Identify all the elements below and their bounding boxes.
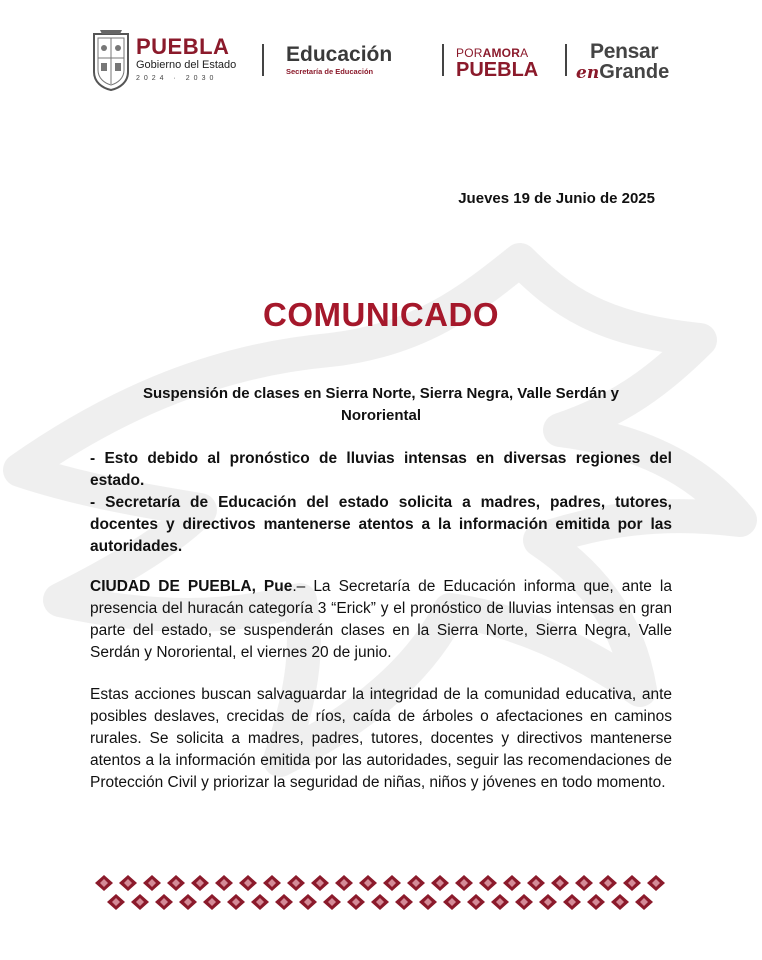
embroidery-motif <box>239 875 257 891</box>
embroidery-motif <box>539 894 557 910</box>
embroidery-motif <box>119 875 137 891</box>
embroidery-motif <box>359 875 377 891</box>
puebla-logo-years: 2024 · 2030 <box>136 75 218 82</box>
embroidery-motif <box>623 875 641 891</box>
embroidery-motif <box>575 875 593 891</box>
pensar-logo-grande: Grande <box>599 61 670 83</box>
embroidery-motif <box>383 875 401 891</box>
summary-bullet: - Esto debido al pronóstico de lluvias intensas en diversas regiones del estado. <box>90 450 672 489</box>
embroidery-motif <box>407 875 425 891</box>
document-date: Jueves 19 de Junio de 2025 <box>458 190 655 207</box>
embroidery-motif <box>335 875 353 891</box>
embroidery-motif <box>275 894 293 910</box>
embroidery-motif <box>599 875 617 891</box>
pensar-en-grande-logo <box>576 42 696 83</box>
amor-suffix: A <box>520 46 529 60</box>
embroidery-motif <box>299 894 317 910</box>
amor-logo-line1 <box>456 46 556 60</box>
embroidery-motif <box>311 875 329 891</box>
embroidery-motif <box>155 894 173 910</box>
header-logos <box>90 26 700 96</box>
embroidery-motif <box>167 875 185 891</box>
embroidery-motif <box>323 894 341 910</box>
body-paragraph-text: .– La Secretaría de Educación informa que, ante la presencia del huracán categoría 3 “Erick” y el pronóstico de lluvias intensas en gran parte del estado, se suspenderán clases en la Sierra Norte, Sierra Negra, Valle Serdán y Nororiental, el viernes 20 de junio. <box>90 578 672 661</box>
embroidery-motif <box>419 894 437 910</box>
embroidery-motif <box>227 894 245 910</box>
puebla-logo-subtitle: Gobierno del Estado <box>136 59 237 71</box>
embroidery-motif <box>527 875 545 891</box>
embroidery-motif <box>347 894 365 910</box>
amor-bold: AMOR <box>482 46 521 60</box>
embroidery-motif <box>215 875 233 891</box>
body-paragraph <box>90 576 672 664</box>
embroidery-motif <box>467 894 485 910</box>
embroidery-motif <box>587 894 605 910</box>
embroidery-motif <box>263 875 281 891</box>
footer-embroidery-pattern <box>94 874 672 912</box>
summary-bullets <box>90 448 672 558</box>
embroidery-motif <box>491 894 509 910</box>
document-subtitle: Suspensión de clases en Sierra Norte, Sierra Negra, Valle Serdán y Nororiental <box>142 385 620 424</box>
embroidery-motif <box>251 894 269 910</box>
embroidery-motif <box>143 875 161 891</box>
dateline: CIUDAD DE PUEBLA, Pue <box>90 578 293 595</box>
embroidery-motif <box>371 894 389 910</box>
pensar-logo-line2 <box>576 62 696 83</box>
embroidery-motif <box>455 875 473 891</box>
pensar-logo-en: en <box>576 63 600 83</box>
header-divider <box>442 44 444 76</box>
embroidery-motif <box>635 894 653 910</box>
puebla-government-logo <box>136 36 251 83</box>
embroidery-motif <box>395 894 413 910</box>
por-amor-a-puebla-logo <box>456 46 556 80</box>
embroidery-motif <box>95 875 113 891</box>
embroidery-motif <box>515 894 533 910</box>
embroidery-motif <box>179 894 197 910</box>
document-title: COMUNICADO <box>263 296 499 333</box>
header-divider <box>565 44 567 76</box>
embroidery-motif <box>131 894 149 910</box>
embroidery-motif <box>107 894 125 910</box>
embroidery-motif <box>203 894 221 910</box>
embroidery-motif <box>431 875 449 891</box>
embroidery-motif <box>479 875 497 891</box>
pensar-logo-line1: Pensar <box>590 40 659 63</box>
embroidery-motif <box>503 875 521 891</box>
amor-prefix: POR <box>456 46 483 60</box>
body-paragraph: Estas acciones buscan salvaguardar la integridad de la comunidad educativa, ante posibles deslaves, crecidas de ríos, caída de árboles o afectaciones en caminos rurales. Se solicita a madres, padres, tutores, docentes y directivos mantenerse atentos a la información emitida por las autoridades, seguir las recomendaciones de Protección Civil y priorizar la seguridad de niñas, niños y jóvenes en todo momento. <box>90 686 672 791</box>
embroidery-motif <box>611 894 629 910</box>
header-divider <box>262 44 264 76</box>
amor-logo-line2: PUEBLA <box>456 59 539 81</box>
embroidery-motif <box>287 875 305 891</box>
puebla-logo-title: PUEBLA <box>136 34 230 59</box>
embroidery-motif <box>647 875 665 891</box>
state-seal-icon <box>90 28 132 92</box>
embroidery-motif <box>191 875 209 891</box>
embroidery-motif <box>563 894 581 910</box>
education-logo-title: Educación <box>286 43 393 66</box>
embroidery-motif <box>443 894 461 910</box>
summary-bullet: - Secretaría de Educación del estado solicita a madres, padres, tutores, docentes y directivos mantenerse atentos a la información emitida por las autoridades. <box>90 494 672 555</box>
education-logo-subtitle: Secretaría de Educación <box>286 67 374 76</box>
embroidery-motif <box>551 875 569 891</box>
education-logo <box>286 44 392 77</box>
